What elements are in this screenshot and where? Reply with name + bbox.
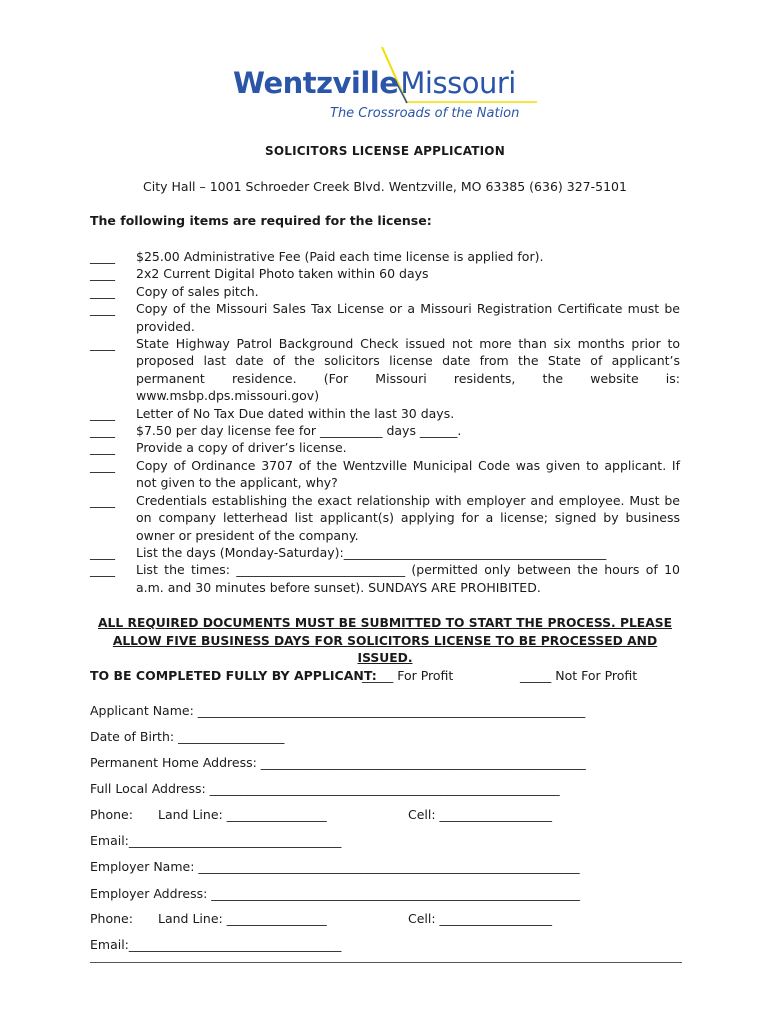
city-hall-address: City Hall – 1001 Schroeder Creek Blvd. Wentzville, MO 63385 (636) 327-5101 xyxy=(143,179,627,194)
employer-land-line-field[interactable]: Land Line: ________________ xyxy=(158,911,327,926)
checkbox-blank[interactable]: ____ xyxy=(90,457,115,473)
checkbox-blank[interactable]: ____ xyxy=(90,266,115,282)
requirement-text: $7.50 per day license fee for __________ days ______. xyxy=(136,423,462,439)
requirement-text: State Highway Patrol Background Check issued not more than six months prior to proposed last date of the solicitors license date from the State of applicant’s permanent residence. (For Missouri residents, the website is: www.msbp.dps.missouri.gov) xyxy=(136,336,680,404)
requirement-item xyxy=(90,300,680,335)
applicant-name-field[interactable]: Applicant Name: ______________________________________________________________ xyxy=(90,703,586,718)
employer-phone-label: Phone: xyxy=(90,911,133,926)
employer-cell-field[interactable]: Cell: __________________ xyxy=(408,911,553,926)
requirements-list xyxy=(90,248,680,596)
requirement-text: Copy of Ordinance 3707 of the Wentzville Municipal Code was given to applicant. If not given to the applicant, why? xyxy=(136,457,680,491)
logo-word-light: Missouri xyxy=(400,66,516,100)
profit-status-row xyxy=(90,668,680,683)
requirements-heading: The following items are required for the license: xyxy=(90,213,432,228)
requirement-text: List the days (Monday-Saturday):__________________________________________ xyxy=(136,544,607,560)
requirement-item xyxy=(90,561,680,596)
requirement-text: 2x2 Current Digital Photo taken within 60 days xyxy=(136,266,429,282)
checkbox-blank[interactable]: ____ xyxy=(90,249,115,264)
land-line-field[interactable]: Land Line: ________________ xyxy=(158,807,327,822)
local-address-field[interactable]: Full Local Address: ________________________________________________________ xyxy=(90,781,560,796)
requirement-item xyxy=(90,422,680,439)
requirement-item xyxy=(90,492,680,544)
email-field[interactable]: Email:__________________________________ xyxy=(90,833,342,848)
logo-tagline: The Crossroads of the Nation xyxy=(330,106,520,121)
date-of-birth-field[interactable]: Date of Birth: _________________ xyxy=(90,729,285,744)
logo-wordmark xyxy=(233,66,516,100)
permanent-address-field[interactable]: Permanent Home Address: ____________________________________________________ xyxy=(90,755,586,770)
requirement-item xyxy=(90,335,680,405)
checkbox-blank[interactable]: ____ xyxy=(90,440,115,456)
requirement-text: Provide a copy of driver’s license. xyxy=(136,440,347,456)
requirement-text: Credentials establishing the exact relationship with employer and employee. Must be on company letterhead list applicant(s) applying for a license; signed by business owner or president of the company. xyxy=(136,492,680,543)
requirement-item xyxy=(90,265,680,282)
employer-email-field[interactable]: Email:__________________________________ xyxy=(90,937,342,952)
not-for-profit-option[interactable]: _____ Not For Profit xyxy=(520,668,638,683)
checkbox-blank[interactable]: ____ xyxy=(90,423,115,439)
page-divider xyxy=(90,962,682,963)
requirement-text: List the times: ___________________________ (permitted only between the hours of 10 a.m. and 30 minutes before sunset). SUNDAYS ARE PROHIBITED. xyxy=(136,562,680,595)
requirement-text: Copy of the Missouri Sales Tax License or a Missouri Registration Certificate must be provided. xyxy=(136,301,680,334)
document-title: SOLICITORS LICENSE APPLICATION xyxy=(265,144,505,158)
requirement-text: Copy of sales pitch. xyxy=(136,283,259,299)
checkbox-blank[interactable]: ____ xyxy=(90,544,115,560)
checkbox-blank[interactable]: ____ xyxy=(90,405,115,421)
checkbox-blank[interactable]: ____ xyxy=(90,492,115,508)
checkbox-blank[interactable]: ____ xyxy=(90,562,115,578)
for-profit-option[interactable]: _____ For Profit xyxy=(362,668,454,683)
requirement-item xyxy=(90,457,680,492)
completion-label: TO BE COMPLETED FULLY BY APPLICANT: xyxy=(90,668,377,683)
requirement-item xyxy=(90,248,680,265)
requirement-item xyxy=(90,283,680,300)
submission-notice: ALL REQUIRED DOCUMENTS MUST BE SUBMITTED TO START THE PROCESS. PLEASE ALLOW FIVE BUSINESS DAYS FOR SOLICITORS LICENSE TO BE PROCESSED AND ISSUED. xyxy=(98,616,672,665)
requirement-item xyxy=(90,439,680,456)
checkbox-blank[interactable]: ____ xyxy=(90,336,115,352)
wentzville-logo xyxy=(0,0,770,130)
cell-field[interactable]: Cell: __________________ xyxy=(408,807,553,822)
requirement-text: Letter of No Tax Due dated within the last 30 days. xyxy=(136,405,455,421)
requirement-item xyxy=(90,544,680,561)
employer-name-field[interactable]: Employer Name: _____________________________________________________________ xyxy=(90,859,580,874)
logo-word-bold: Wentzville xyxy=(233,66,399,100)
employer-address-field[interactable]: Employer Address: ___________________________________________________________ xyxy=(90,886,581,901)
requirement-text: $25.00 Administrative Fee (Paid each time license is applied for). xyxy=(136,249,544,264)
checkbox-blank[interactable]: ____ xyxy=(90,283,115,299)
requirement-item xyxy=(90,405,680,422)
phone-label: Phone: xyxy=(90,807,133,822)
checkbox-blank[interactable]: ____ xyxy=(90,301,115,317)
